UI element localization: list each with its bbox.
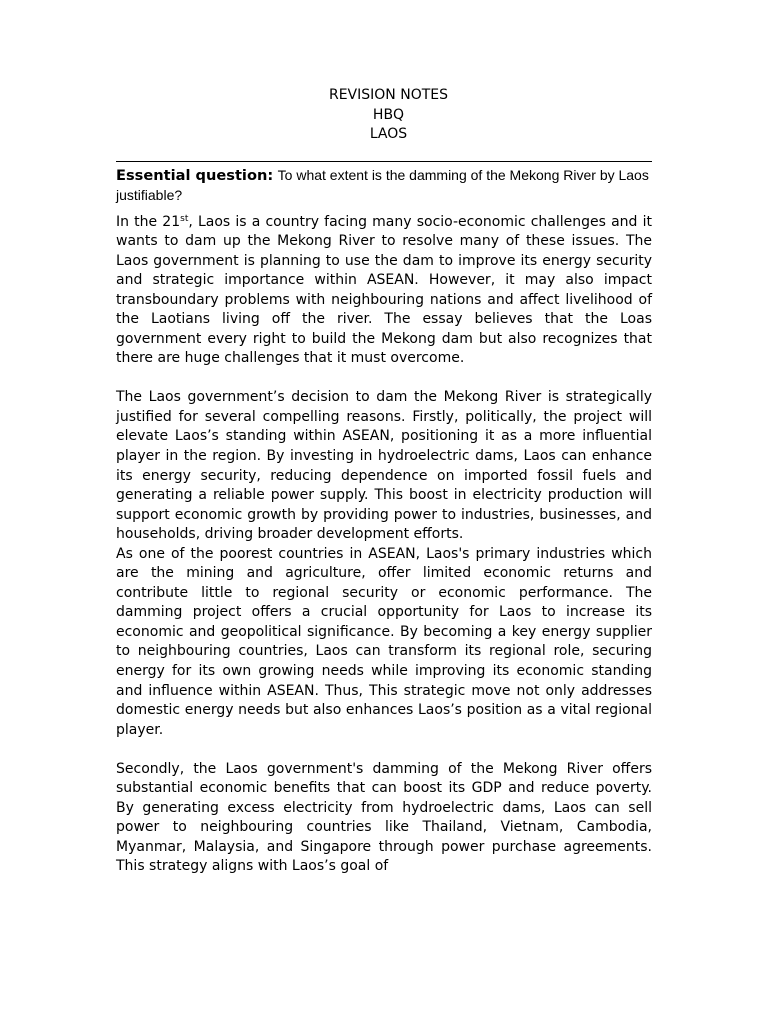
title-revision-notes: REVISION NOTES [328, 87, 448, 103]
body-paragraph-economic: Secondly, the Laos government's damming of the Mekong River offers substantial economic benefits that can boost its GDP and reduce poverty. By generating excess electricity from hydroelectric dams, Laos can sell power to neighbouring countries like Thailand, Vietnam, Cambodia, Myanmar, Malaysia, and Singapore through power purchase agreements. This strategy aligns with Laos’s goal of [116, 760, 652, 875]
body-paragraph-political: The Laos government’s decision to dam the Mekong River is strategically justified for several compelling reasons. Firstly, politically, the project will elevate Laos’s standing within ASEAN, positioning it as a more influential player in the region. By investing in hydroelectric dams, Laos can enhance its energy security, reducing dependence on imported fossil fuels and generating a reliable power supply. This boost in electricity production will support economic growth by providing power to industries, businesses, and households, driving broader development efforts. [116, 389, 652, 543]
intro-superscript: st [180, 213, 189, 224]
essential-question-text: To what extent is the damming of the Mekong River by Laos justifiable? [116, 166, 649, 203]
paragraph-gap [116, 369, 652, 389]
title-block [125, 86, 652, 145]
title-hbq: HBQ [372, 106, 405, 123]
paragraph-gap [116, 740, 652, 760]
essential-question [116, 166, 652, 206]
intro-rest: , Laos is a country facing many socio-economic challenges and it wants to dam up the Mekong River to resolve many of these issues. The Laos government is planning to use the dam to improve its energy security and strategic importance within ASEAN. However, it may also impact transboundary problems with neighbouring nations and affect livelihood of the Laotians living off the river. The essay believes that the Loas government every right to build the Mekong dam but also recognizes that there are huge challenges that it must overcome. [116, 213, 652, 367]
intro-paragraph [116, 213, 652, 369]
document-page [116, 86, 652, 877]
essential-question-label: Essential question: [116, 166, 274, 184]
intro-lead: In the 21 [116, 213, 181, 230]
horizontal-rule [116, 161, 652, 162]
body-paragraph-regional: As one of the poorest countries in ASEAN, Laos's primary industries which are the mining and agriculture, offer limited economic returns and contribute little to regional security or economic performance. The damming project offers a crucial opportunity for Laos to increase its economic and geopolitical significance. By becoming a key energy supplier to neighbouring countries, Laos can transform its regional role, securing energy for its own growing needs while improving its economic standing and influence within ASEAN. Thus, This strategic move not only addresses domestic energy needs but also enhances Laos’s position as a vital regional player. [116, 545, 652, 738]
title-laos: LAOS [369, 126, 408, 142]
